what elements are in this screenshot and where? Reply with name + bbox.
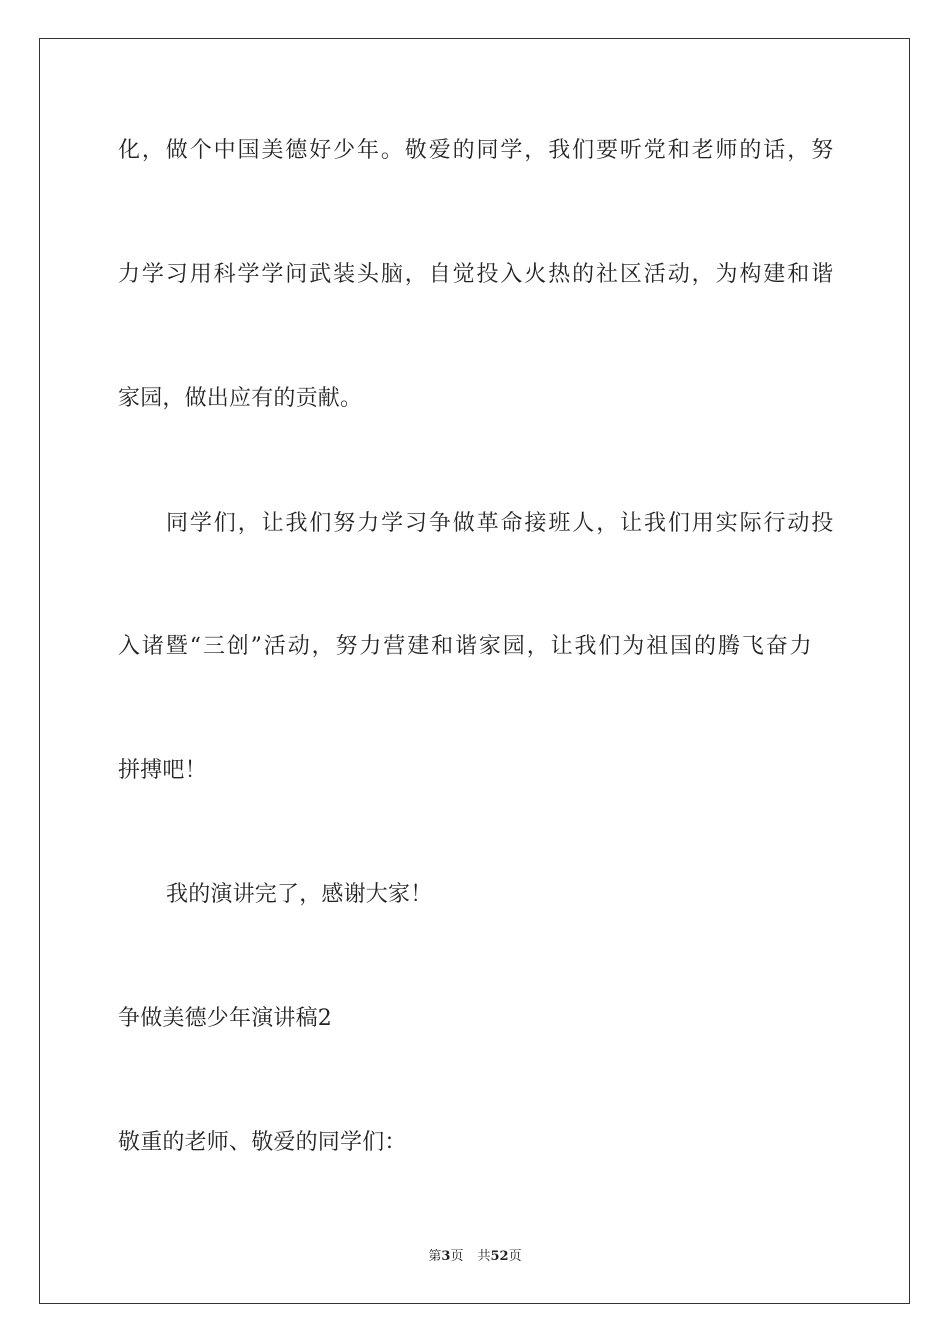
total-prefix: 共 xyxy=(477,1249,491,1264)
paragraph-first-line: 同学们，让我们努力学习争做革命接班人，让我们用实际行动投 xyxy=(166,511,836,536)
total-pages: 52 xyxy=(490,1249,509,1264)
page-number: 3 xyxy=(441,1249,451,1264)
body-text-line: 化，做个中国美德好少年。敬爱的同学，我们要听党和老师的话，努 xyxy=(118,138,836,163)
page-prefix: 第 xyxy=(428,1249,442,1264)
section-title: 争做美德少年演讲稿2 xyxy=(118,1006,332,1031)
page-suffix: 页 xyxy=(450,1249,464,1264)
body-text-line: 入诸暨“三创”活动，努力营建和谐家园，让我们为祖国的腾飞奋力 xyxy=(118,634,814,659)
body-text-line: 家园，做出应有的贡献。 xyxy=(118,386,363,411)
total-suffix: 页 xyxy=(508,1249,522,1264)
closing-remark: 我的演讲完了，感谢大家！ xyxy=(166,882,433,907)
page-footer xyxy=(0,1248,950,1266)
page-frame xyxy=(39,38,910,1304)
salutation: 敬重的老师、敬爱的同学们： xyxy=(118,1130,407,1155)
body-text-line: 拼搏吧！ xyxy=(118,758,207,783)
body-text-line: 力学习用科学学问武装头脑，自觉投入火热的社区活动，为构建和谐 xyxy=(118,262,836,287)
